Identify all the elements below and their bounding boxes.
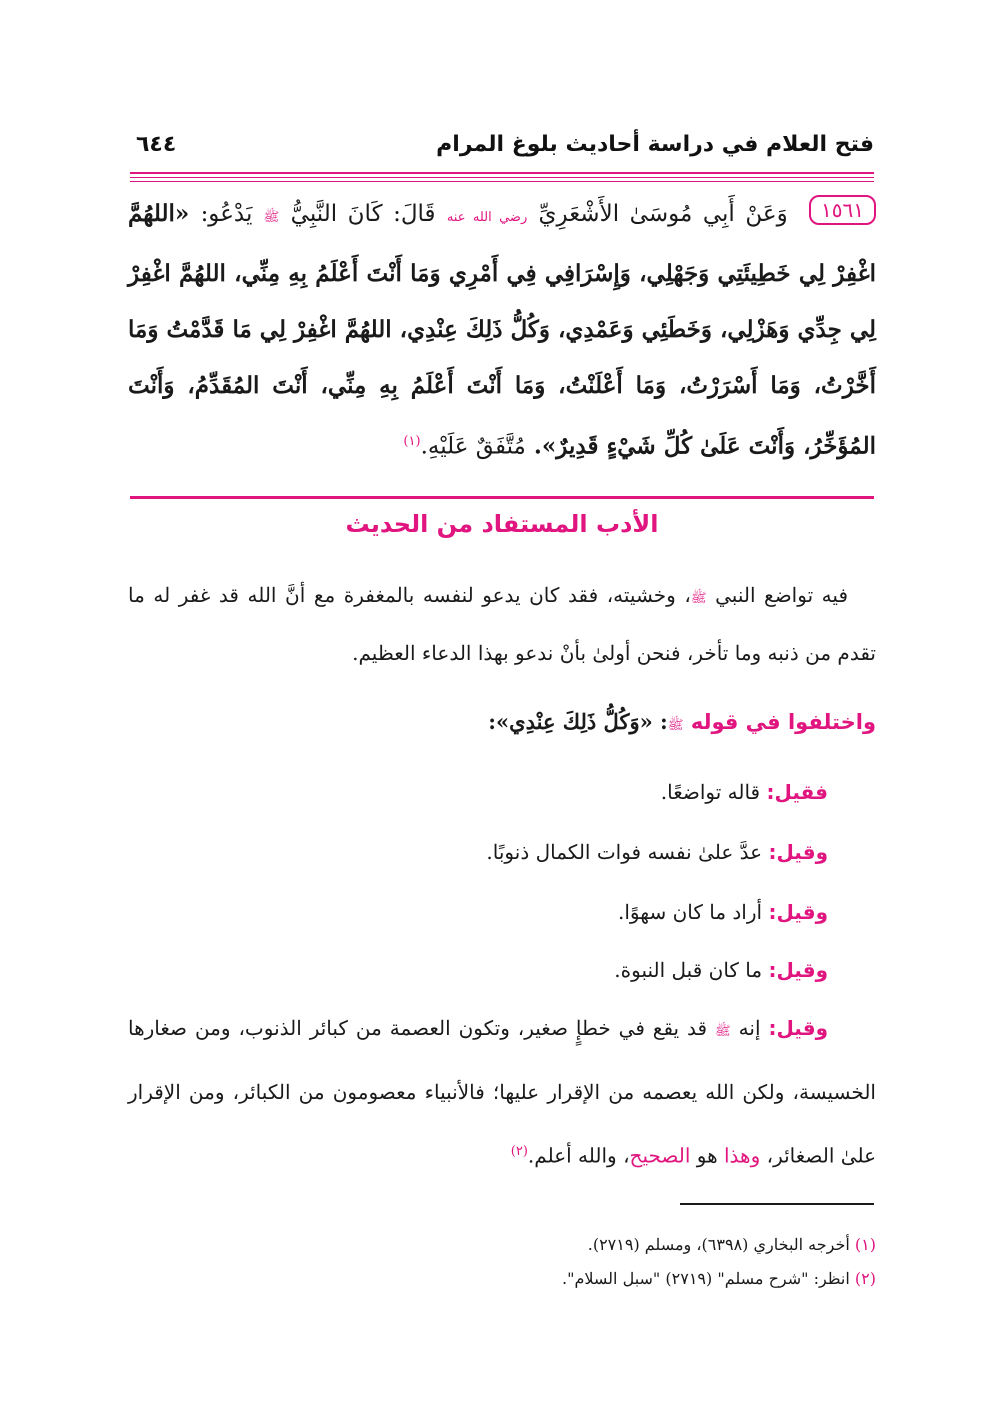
header-rule bbox=[130, 181, 874, 182]
hadith-number-badge: ١٥٦١ bbox=[809, 195, 876, 225]
prophet-honorific: ﷺ bbox=[715, 1024, 731, 1039]
hadith-said: قَالَ: كَانَ النَّبِيُّ bbox=[290, 201, 436, 227]
footnote-number: (٢) bbox=[854, 1269, 876, 1288]
running-header bbox=[130, 128, 874, 168]
prophet-honorific: ﷺ bbox=[690, 591, 707, 606]
paragraph-text: هو bbox=[696, 1143, 718, 1168]
opinion-item bbox=[128, 772, 876, 812]
footnote-number: (١) bbox=[854, 1235, 876, 1254]
hadith-supplication: «اللهُمَّ اغْفِرْ لِي خَطِيئَتِي وَجَهْلِي، وَإِسْرَافِي فِي أَمْرِي وَمَا أَنْتَ أَعْلَمُ بِهِ مِنِّي، اللهُمَّ اغْفِرْ لِي جِدِّي وَهَزْلِي، وَخَطَئِي وَعَمْدِي، وَكُلُّ ذَلِكَ عِنْدِي، اللهُمَّ اغْفِرْ لِي مَا قَدَّمْتُ وَمَا أَخَّرْتُ، وَمَا أَسْرَرْتُ، وَمَا أَعْلَنْتُ، وَمَا أَنْتَ أَعْلَمُ بِهِ مِنِّي، أَنْتَ المُقَدِّمُ، وَأَنْتَ المُؤَخِّرُ، وَأَنْتَ عَلَىٰ كُلِّ شَيْءٍ قَدِيرٌ». bbox=[128, 200, 876, 460]
opinion-label: وقيل: bbox=[768, 840, 828, 864]
paragraph-text: قد يقع في خطإٍ صغير، وتكون العصمة من كبائر الذنوب، ومن صغارها الخسيسة، ولكن الله يعصمه من الإقرار عليها؛ فالأنبياء معصومون من الكبائر، ومن الإقرار علىٰ الصغائر، bbox=[128, 1016, 876, 1168]
prophet-honorific: ﷺ bbox=[667, 718, 684, 733]
opinion-text: أراد ما كان سهوًا. bbox=[618, 900, 763, 924]
section-title: الأدب المستفاد من الحديث bbox=[345, 510, 659, 538]
footnote-ref[interactable]: (٢) bbox=[510, 1144, 528, 1159]
paragraph-text: ، والله أعلم. bbox=[527, 1143, 630, 1168]
opinion-label: وقيل: bbox=[768, 1016, 828, 1040]
highlighted-word: وهذا bbox=[724, 1143, 761, 1168]
opinion-label: وقيل: bbox=[768, 958, 828, 982]
footnote-separator bbox=[680, 1203, 874, 1205]
header-rule bbox=[130, 177, 874, 178]
hadith-supplicates: يَدْعُو: bbox=[200, 201, 253, 227]
difference-label: واختلفوا في قوله bbox=[690, 710, 876, 734]
paragraph-text: فيه تواضع النبي bbox=[715, 583, 848, 607]
paragraph-text: إنه bbox=[738, 1016, 761, 1040]
hadith-text bbox=[128, 186, 876, 475]
hadith-narration-intro: وَعَنْ أَبِي مُوسَىٰ الأَشْعَرِيِّ bbox=[538, 201, 788, 227]
lesson-paragraph bbox=[128, 568, 876, 680]
opinion-text: عدَّ علىٰ نفسه فوات الكمال ذنوبًا. bbox=[486, 840, 763, 864]
difference-quote: : «وَكُلُّ ذَلِكَ عِنْدِي»: bbox=[488, 709, 668, 734]
opinion-text: ما كان قبل النبوة. bbox=[614, 958, 763, 982]
opinion-item bbox=[128, 950, 876, 990]
paragraph-text: ، وخشيته، فقد كان يدعو لنفسه بالمغفرة مع أنَّ الله قد غفر له ما تقدم من ذنبه وما تأخر، فنحن أولىٰ بأنْ ندعو بهذا الدعاء العظيم. bbox=[128, 583, 876, 665]
section-divider bbox=[130, 496, 874, 499]
footnote-text: أخرجه البخاري (٦٣٩٨)، ومسلم (٢٧١٩). bbox=[587, 1235, 850, 1254]
highlighted-word: الصحيح bbox=[629, 1143, 691, 1168]
footnote-text: انظر: "شرح مسلم" (٢٧١٩) "سبل السلام". bbox=[562, 1269, 850, 1288]
hadith-agreed: مُتَّفَقٌ عَلَيْهِ. bbox=[420, 433, 526, 460]
prophet-honorific: ﷺ bbox=[263, 210, 280, 225]
difference-heading bbox=[128, 700, 876, 748]
footnote bbox=[128, 1264, 876, 1294]
opinion-label: فقيل: bbox=[766, 780, 828, 804]
header-rule bbox=[130, 172, 874, 174]
companion-honorific: رضي الله عنه bbox=[446, 210, 528, 225]
opinion-item bbox=[128, 892, 876, 932]
footnote-ref[interactable]: (١) bbox=[403, 434, 421, 449]
opinion-label: وقيل: bbox=[768, 900, 828, 924]
book-title: فتح العلام في دراسة أحاديث بلوغ المرام bbox=[436, 132, 874, 157]
opinion-text: قاله تواضعًا. bbox=[660, 780, 761, 804]
page-number: ٦٤٤ bbox=[136, 132, 177, 157]
final-opinion-paragraph bbox=[128, 998, 876, 1186]
opinion-item bbox=[128, 832, 876, 872]
footnote bbox=[128, 1230, 876, 1260]
